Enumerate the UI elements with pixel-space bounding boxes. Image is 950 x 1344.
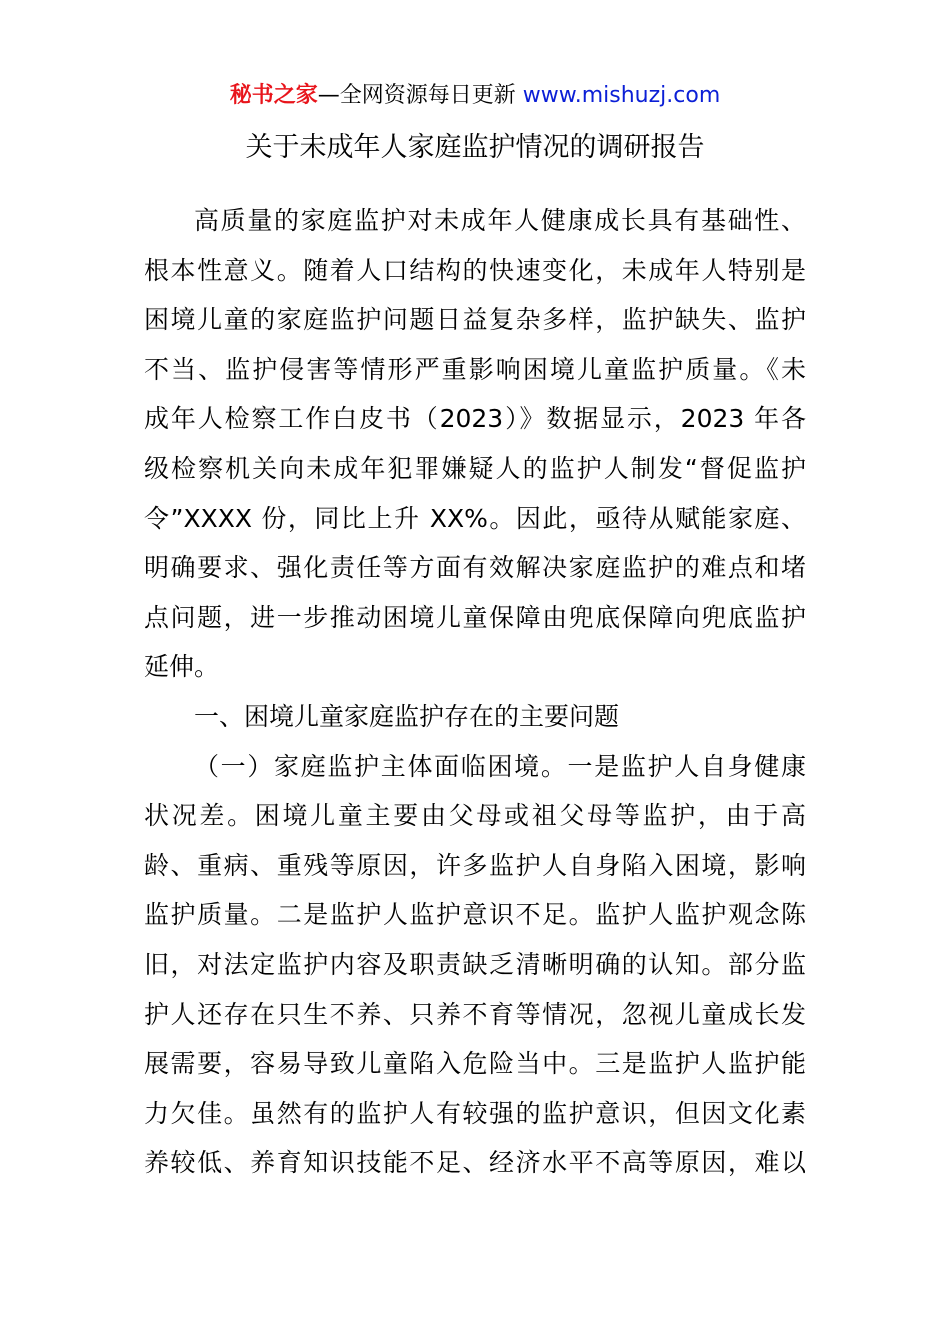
section-heading: 一、困境儿童家庭监护存在的主要问题	[194, 701, 620, 731]
text-line: 成年人检察工作白皮书（2023）》数据显示，2023 年各	[144, 404, 806, 434]
text-line: 点问题，进一步推动困境儿童保障由兜底保障向兜底监护	[144, 602, 806, 632]
text-line: 展需要，容易导致儿童陷入危险当中。三是监护人监护能	[144, 1049, 806, 1079]
text-line: 根本性意义。随着人口结构的快速变化，未成年人特别是	[144, 255, 806, 285]
text-line: 级检察机关向未成年犯罪嫌疑人的监护人制发“督促监护	[144, 453, 806, 483]
brand-name: 秘书之家	[229, 83, 318, 108]
text-line: 状况差。困境儿童主要由父母或祖父母等监护，由于高	[144, 801, 806, 831]
document-body	[144, 196, 806, 1188]
header-tagline: —全网资源每日更新	[317, 83, 516, 108]
text-line: 延伸。	[144, 652, 220, 682]
text-line: 监护质量。二是监护人监护意识不足。监护人监护观念陈	[144, 900, 806, 930]
site-url-link[interactable]: www.mishuzj.com	[522, 83, 721, 108]
text-line: 龄、重病、重残等原因，许多监护人自身陷入困境，影响	[144, 850, 806, 880]
text-line: 不当、监护侵害等情形严重影响困境儿童监护质量。《未	[144, 354, 806, 384]
text-line: 困境儿童的家庭监护问题日益复杂多样，监护缺失、监护	[144, 305, 806, 335]
text-line: 护人还存在只生不养、只养不育等情况，忽视儿童成长发	[144, 999, 806, 1029]
document-title: 关于未成年人家庭监护情况的调研报告	[245, 132, 705, 163]
text-line: 力欠佳。虽然有的监护人有较强的监护意识，但因文化素	[144, 1098, 806, 1128]
text-line: （一）家庭监护主体面临困境。一是监护人自身健康	[194, 751, 806, 781]
text-line: 高质量的家庭监护对未成年人健康成长具有基础性、	[194, 206, 806, 235]
site-header	[0, 80, 950, 112]
text-line: 旧，对法定监护内容及职责缺乏清晰明确的认知。部分监	[144, 949, 806, 979]
text-line: 养较低、养育知识技能不足、经济水平不高等原因，难以	[144, 1148, 806, 1178]
text-line: 令”XXXX 份，同比上升 XX%。因此，亟待从赋能家庭、	[144, 503, 806, 533]
text-line: 明确要求、强化责任等方面有效解决家庭监护的难点和堵	[144, 553, 806, 583]
